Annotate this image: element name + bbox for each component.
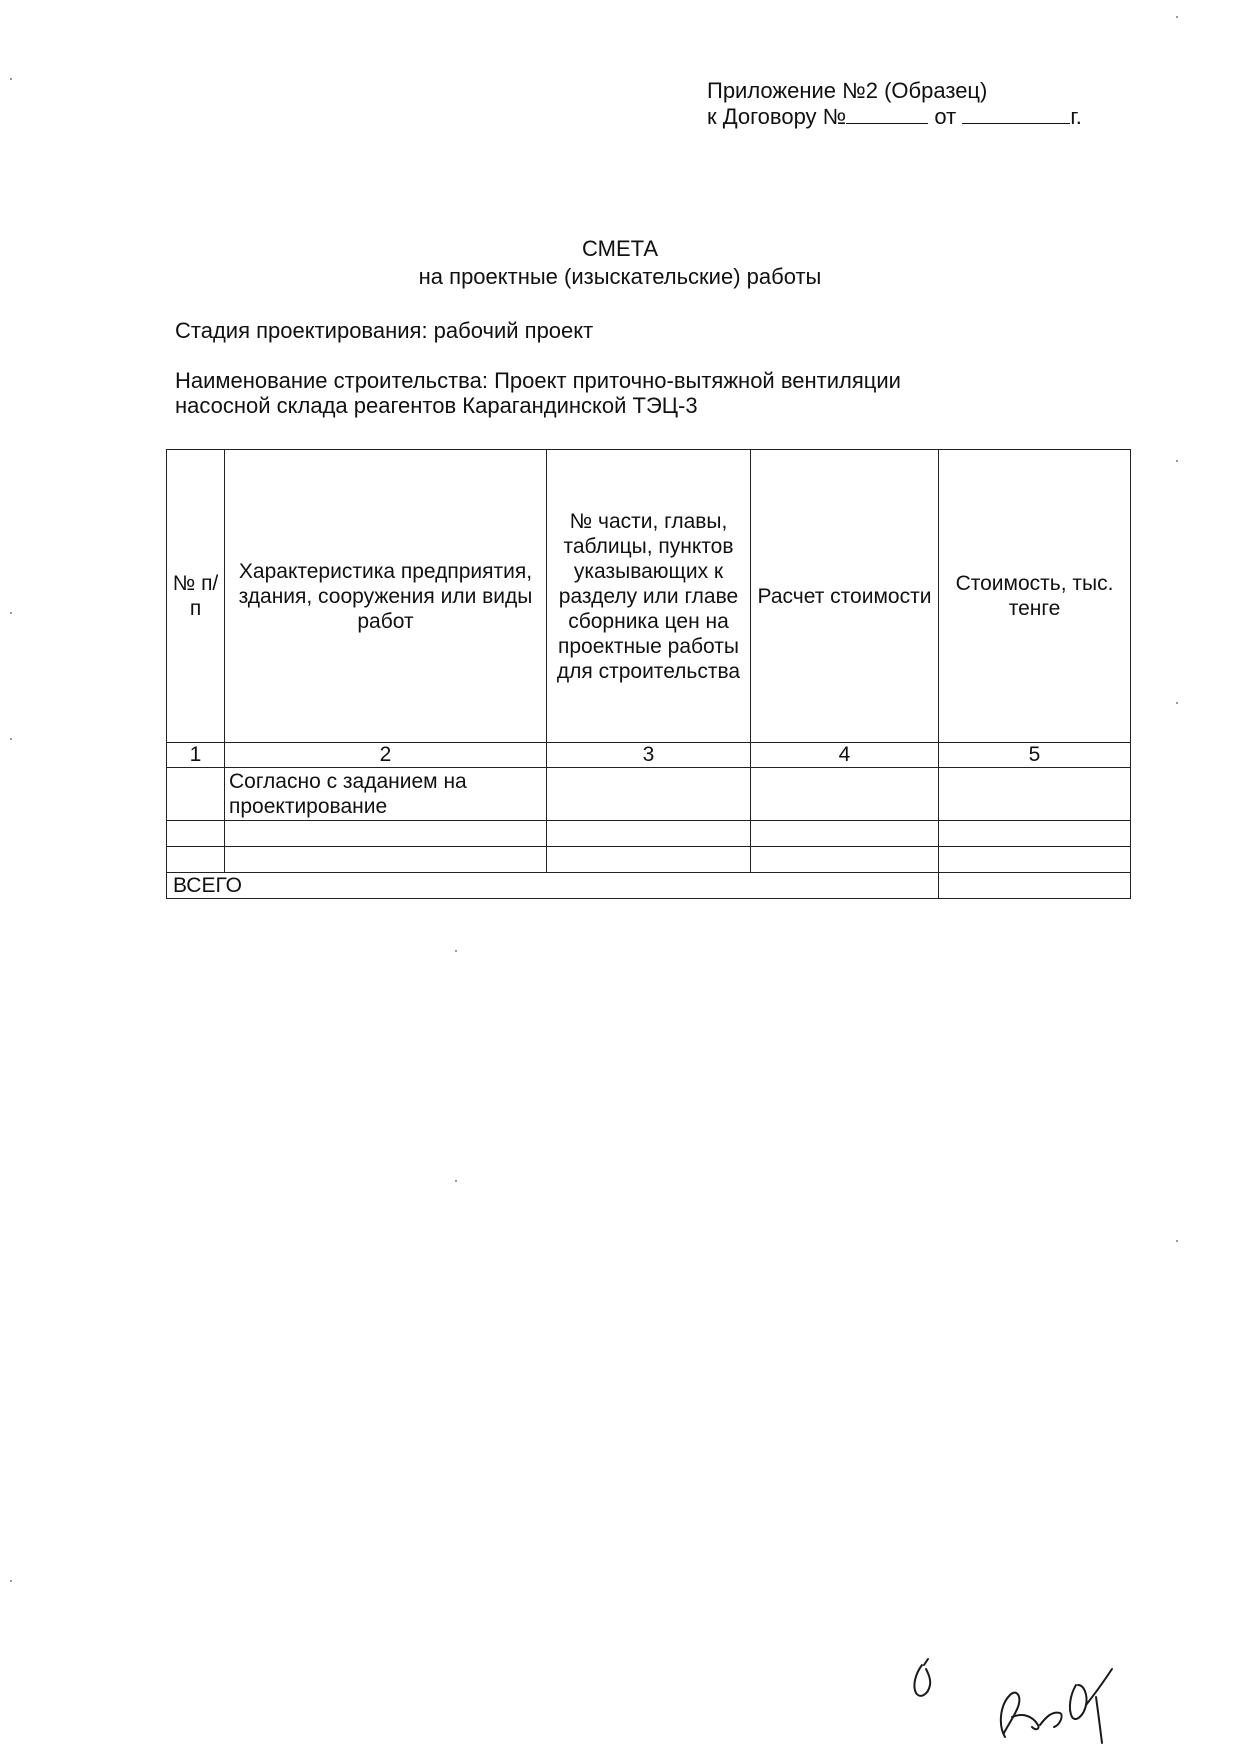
appendix-reference xyxy=(707,78,1082,130)
table-row xyxy=(167,847,1131,873)
table-row xyxy=(167,768,1131,821)
table-cell xyxy=(547,768,751,821)
column-number: 3 xyxy=(547,743,751,768)
table-cell xyxy=(939,821,1131,847)
table-cell xyxy=(547,847,751,873)
signature-image xyxy=(900,1655,1140,1745)
table-cell xyxy=(225,847,547,873)
table-row xyxy=(167,821,1131,847)
table-header-row xyxy=(167,450,1131,743)
contract-prefix: к Договору № xyxy=(707,104,847,129)
table-cell: Согласно с заданием на проектирование xyxy=(225,768,547,821)
table-cell xyxy=(225,821,547,847)
column-number: 2 xyxy=(225,743,547,768)
header-reference: № части, главы, таблицы, пунктов указывающих к разделу или главе сборника цен на проектные работы для строительства xyxy=(547,450,751,743)
total-value xyxy=(939,873,1131,899)
contract-year-suffix: г. xyxy=(1070,104,1082,129)
contract-date-blank xyxy=(962,105,1070,124)
total-row xyxy=(167,873,1131,899)
column-number-row xyxy=(167,743,1131,768)
construction-name-line2: насосной склада реагентов Карагандинской ТЭЦ-3 xyxy=(175,393,698,418)
table-cell xyxy=(167,847,225,873)
estimate-table xyxy=(166,449,1131,899)
table-cell xyxy=(751,768,939,821)
construction-name-line1: Наименование строительства: Проект приточно-вытяжной вентиляции xyxy=(175,368,901,393)
contract-date-prefix: от xyxy=(934,104,957,129)
appendix-title: Приложение №2 (Образец) xyxy=(707,78,988,103)
table-cell xyxy=(547,821,751,847)
construction-name xyxy=(175,368,1075,418)
document-title: СМЕТА xyxy=(581,236,659,261)
table-cell xyxy=(939,768,1131,821)
signature-strokes xyxy=(914,1659,1112,1743)
header-calculation: Расчет стоимости xyxy=(751,450,939,743)
column-number: 4 xyxy=(751,743,939,768)
total-label: ВСЕГО xyxy=(167,873,939,899)
header-characteristics: Характеристика предприятия, здания, сооружения или виды работ xyxy=(225,450,547,743)
contract-reference xyxy=(707,104,1082,130)
header-cost: Стоимость, тыс. тенге xyxy=(939,450,1131,743)
table-cell xyxy=(751,821,939,847)
column-number: 5 xyxy=(939,743,1131,768)
column-number: 1 xyxy=(167,743,225,768)
contract-number-blank xyxy=(846,105,928,124)
document-subtitle: на проектные (изыскательские) работы xyxy=(418,264,822,289)
table-cell xyxy=(167,768,225,821)
design-stage: Стадия проектирования: рабочий проект xyxy=(175,318,594,343)
table-cell xyxy=(167,821,225,847)
table-cell xyxy=(939,847,1131,873)
table-cell xyxy=(751,847,939,873)
header-number: № п/п xyxy=(167,450,225,743)
